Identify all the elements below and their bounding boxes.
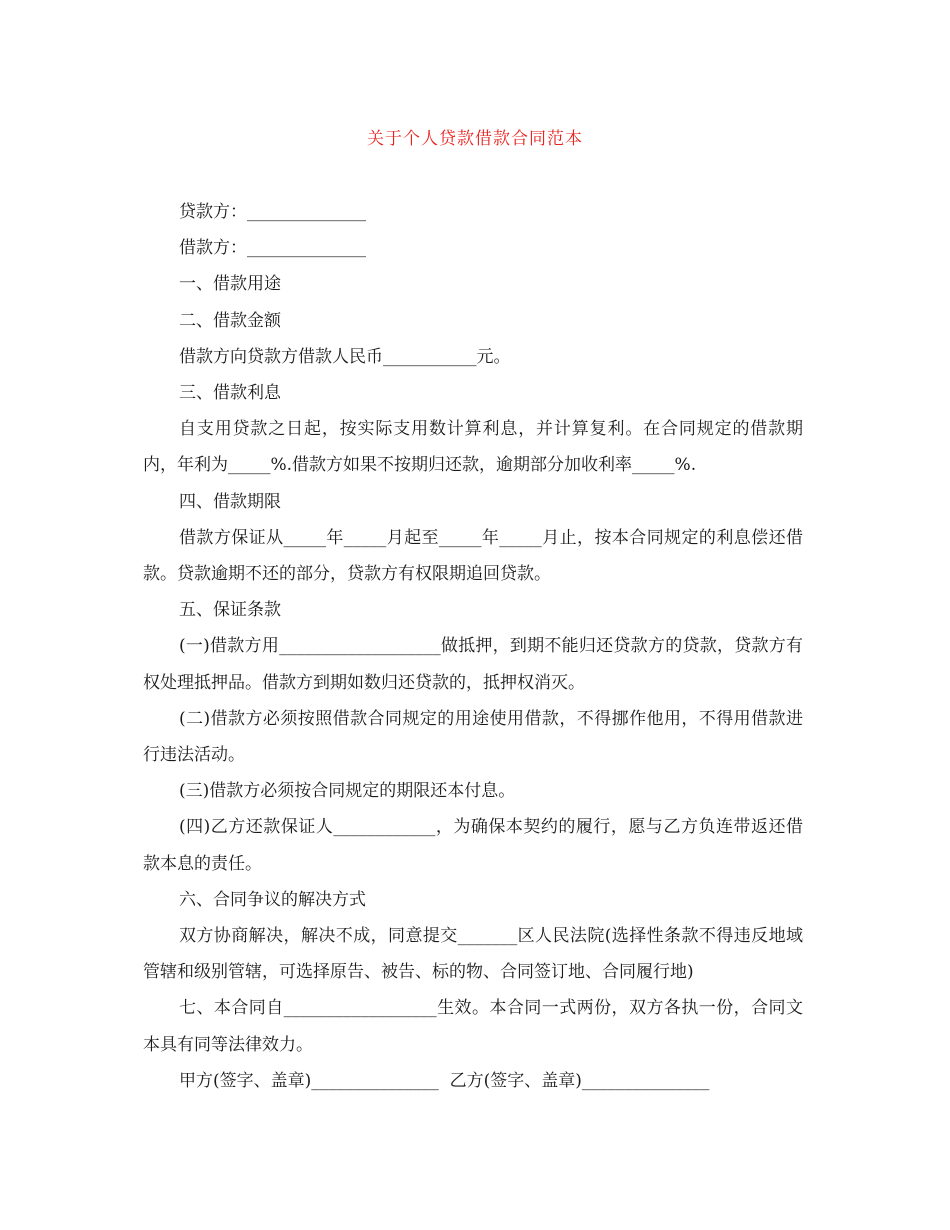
section-heading-purpose: 一、借款用途: [179, 274, 281, 295]
section-heading-dispute: 六、合同争议的解决方式: [179, 889, 366, 910]
interest-clause: 自支用贷款之日起，按实际支用数计算利息，并计算复利。在合同规定的借款期内，年利为_____%.借款方如果不按期归还款，逾期部分加收利率_____%.: [143, 419, 803, 476]
section-heading-interest: 三、借款利息: [179, 383, 281, 404]
guarantee-clause-4: (四)乙方还款保证人____________，为确保本契约的履行，愿与乙方负连带返还借款本息的责任。: [143, 817, 803, 874]
guarantee-clause-1: (一)借款方用___________________做抵押，到期不能归还贷款方的贷款，贷款方有权处理抵押品。借款方到期如数归还贷款的，抵押权消灭。: [143, 636, 803, 693]
section-heading-guarantee: 五、保证条款: [179, 600, 281, 621]
document-body: [143, 194, 803, 1099]
guarantee-clause-2: (二)借款方必须按照借款合同规定的用途使用借款，不得挪作他用，不得用借款进行违法活动。: [143, 708, 803, 766]
section-heading-term: 四、借款期限: [179, 491, 281, 512]
effective-clause: 七、本合同自__________________生效。本合同一式两份，双方各执一份，合同文本具有同等法律效力。: [143, 998, 803, 1055]
term-clause: 借款方保证从_____年_____月起至_____年_____月止，按本合同规定的利息偿还借款。贷款逾期不还的部分，贷款方有权限期追回贷款。: [143, 527, 803, 585]
document-title: 关于个人贷款借款合同范本: [367, 129, 583, 149]
signature-line: 甲方(签字、盖章)_______________ 乙方(签字、盖章)_______________: [179, 1070, 710, 1091]
guarantee-clause-3: (三)借款方必须按合同规定的期限还本付息。: [179, 781, 516, 802]
borrower-line: 借款方：______________: [179, 238, 366, 259]
amount-clause: 借款方向贷款方借款人民币___________元。: [179, 346, 511, 367]
lender-line: 贷款方：______________: [179, 202, 366, 222]
section-heading-amount: 二、借款金额: [179, 310, 281, 331]
dispute-clause: 双方协商解决，解决不成，同意提交_______区人民法院(选择性条款不得违反地域管辖和级别管辖，可选择原告、被告、标的物、合同签订地、合同履行地): [143, 926, 803, 983]
